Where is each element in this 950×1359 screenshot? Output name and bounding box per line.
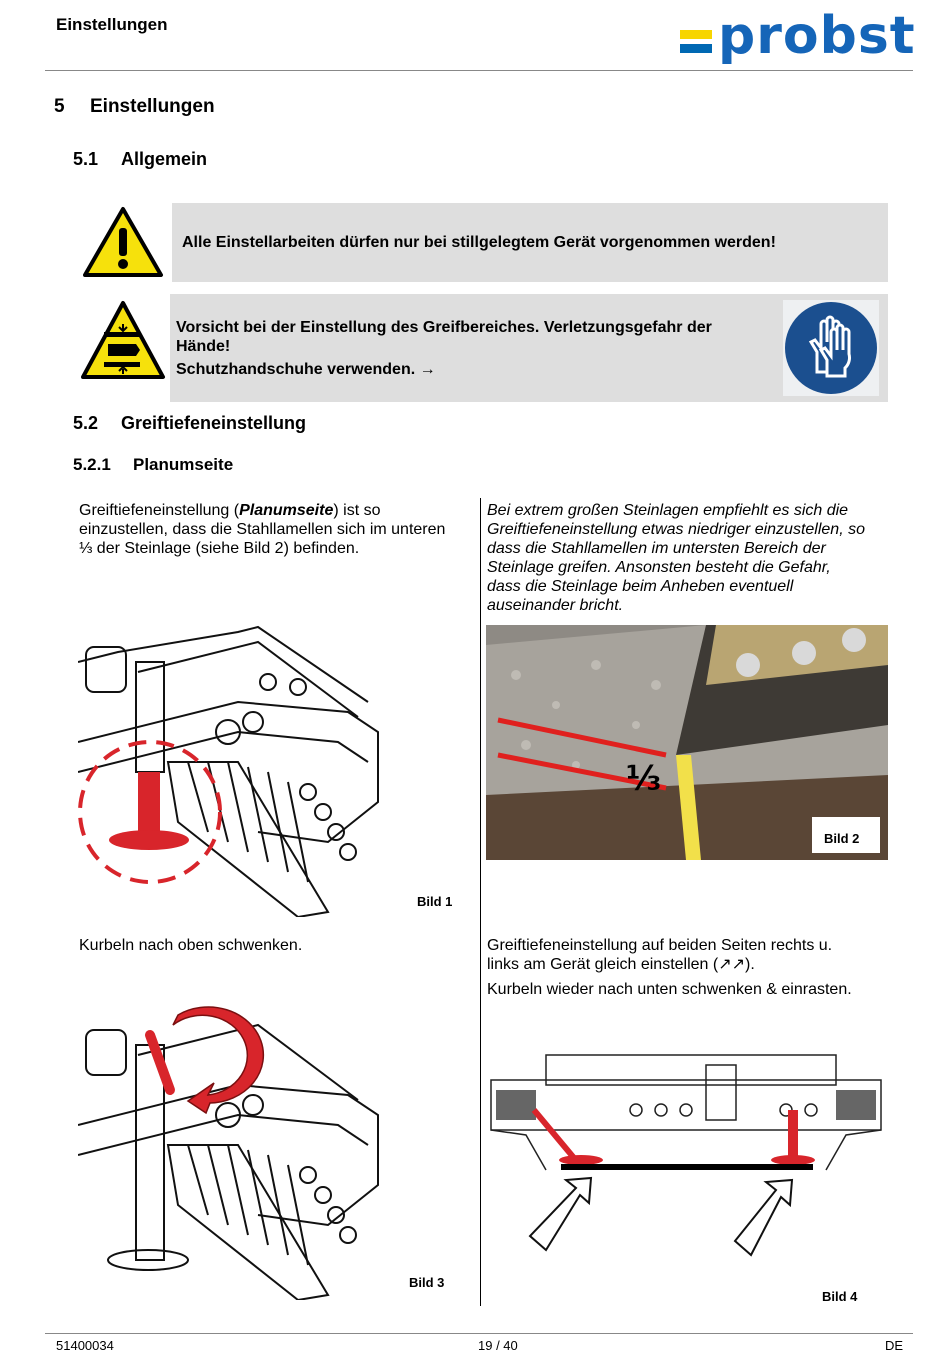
section-number: 5 (54, 96, 65, 117)
footer-doc-number: 51400034 (56, 1338, 114, 1353)
section-title: Allgemein (121, 149, 208, 169)
note-line: auseinander bricht. (487, 597, 624, 614)
warning-text: Alle Einstellarbeiten dürfen nur bei stillgelegtem Gerät vorgenommen werden! (182, 234, 776, 251)
section-number: 5.1 (73, 149, 99, 169)
logo-blue-bar (680, 44, 712, 53)
crank-up-instruction: Kurbeln nach oben schwenken. (79, 937, 303, 954)
bild3-drawing (78, 1005, 398, 1300)
bild4-drawing (486, 1050, 886, 1265)
text-line: Kurbeln wieder nach unten schwenken & einrasten. (487, 981, 852, 998)
text-line: ⅓ der Steinlage (siehe Bild 2) befinden. (79, 540, 360, 557)
text-prefix: Greiftiefeneinstellung ( (79, 502, 240, 519)
hand-crush-warning-icon (80, 300, 166, 380)
bild2-fraction-label: ⅓ (626, 759, 662, 799)
planumseite-instruction (79, 501, 474, 558)
section-5-2-heading (73, 413, 306, 434)
section-5-heading (54, 96, 215, 118)
logo-text: probst (718, 6, 916, 66)
footer-page-number: 19 / 40 (478, 1338, 518, 1353)
section-title: Einstellungen (90, 96, 215, 117)
text-line: einzustellen, dass die Stahllamellen sich im unteren (79, 521, 446, 538)
note-line: dass die Stahllamellen im untersten Bereich der (487, 540, 826, 557)
bild3-caption: Bild 3 (409, 1275, 445, 1290)
warning-text-line1: Vorsicht bei der Einstellung des Greifbereiches. Verletzungsgefahr der (176, 319, 712, 336)
bild1-caption: Bild 1 (417, 894, 453, 909)
bild4-caption: Bild 4 (822, 1289, 858, 1304)
text-emphasis: Planumseite (239, 502, 334, 519)
note-line: dass die Steinlage beim Anheben eventuell (487, 578, 794, 595)
footer-language: DE (885, 1338, 904, 1353)
logo-yellow-bar (680, 30, 712, 39)
wear-gloves-icon (783, 300, 879, 396)
bild2-photo (486, 625, 888, 860)
warning-text-line3: Schutzhandschuhe verwenden. → (176, 361, 436, 378)
text-line: Greiftiefeneinstellung auf beiden Seiten rechts u. (487, 937, 833, 954)
section-number: 5.2.1 (73, 455, 111, 474)
column-divider (480, 498, 481, 1306)
note-line: Steinlage greifen. Ansonsten besteht die Gefahr, (487, 559, 831, 576)
bild1-drawing (78, 622, 398, 917)
warning-text-line2: Hände! (176, 338, 231, 355)
note-line: Greiftiefeneinstellung etwas niedriger einzustellen, so (487, 521, 865, 538)
probst-logo (680, 6, 916, 68)
text-line: links am Gerät gleich einstellen (↗↗). (487, 956, 755, 973)
section-number: 5.2 (73, 413, 99, 433)
section-5-1-heading (73, 149, 207, 170)
warning-box-gloves (170, 294, 888, 402)
large-stone-note (487, 501, 897, 615)
text-suffix: ) ist so (333, 502, 381, 519)
note-line: Bei extrem großen Steinlagen empfiehlt es sich die (487, 502, 849, 519)
warning-triangle-icon (82, 206, 164, 278)
header-title: Einstellungen (56, 15, 168, 34)
section-title: Planumseite (133, 455, 234, 474)
footer-divider (45, 1333, 913, 1334)
header-divider (45, 70, 913, 71)
adjust-both-sides-instruction (487, 936, 907, 999)
bild2-caption: Bild 2 (824, 831, 860, 846)
section-title: Greiftiefeneinstellung (121, 413, 307, 433)
section-5-2-1-heading (73, 455, 233, 475)
warning-box-general (172, 203, 888, 282)
